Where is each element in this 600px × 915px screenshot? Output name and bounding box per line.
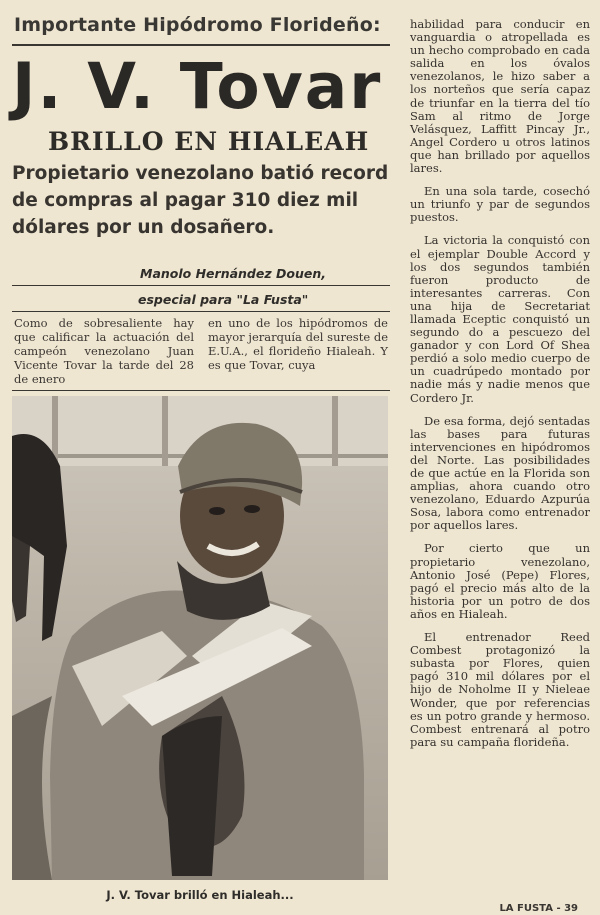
photo-top-rule: [12, 390, 390, 391]
paragraph: De esa forma, dejó sentadas las bases para futuras intervenciones en hipódromos del Norte. Las posibilidades de que actúe en la Florida son amplias, ahora cuando otro venezolano, Eduardo Azpurúa Sosa, labora como entrenador por aquellos lares.: [410, 413, 590, 533]
deck: Propietario venezolano batió record de compras al pagar 310 diez mil dólares por un dosañero.: [12, 163, 389, 238]
page-footer: LA FUSTA - 39: [499, 903, 578, 914]
kicker-rule: [12, 44, 390, 46]
paragraph: Por cierto que un propietario venezolano, Antonio José (Pepe) Flores, pagó el precio más alto de la historia por un potro de dos años en Hialeah.: [410, 541, 590, 621]
byline-rule-bottom: [12, 311, 390, 312]
lead-text-left: Como de sobresaliente hay que calificar la actuación del campeón venezolano Juan Vicente Tovar la tarde del 28 de enero: [14, 316, 194, 386]
photo-caption: J. V. Tovar brilló en Hialeah...: [106, 888, 294, 902]
jockey-photo: [12, 396, 388, 880]
paragraph: El entrenador Reed Combest protagonizó la subasta por Flores, quien pagó 310 mil dólares por el hijo de Noholme II y Nieleae Wonder, que por referencias es un potro grande y hermoso. Combest entrenará al potro para su campaña florideña.: [410, 630, 590, 749]
paragraph: La victoria la conquistó con el ejemplar Double Accord y los dos segundos también fueron producto de interesantes carreras. Con una hija de Secretariat llamada Eceptic conquistó un segundo do a pescuezo del ganador y con Lord Of Shea perdió a solo medio cuerpo de un cuadrúpedo montado por nadie más y nadie menos que Cordero Jr.: [410, 233, 590, 405]
byline-role: especial para "La Fusta": [138, 292, 309, 307]
kicker: Importante Hipódromo Florideño:: [14, 14, 381, 36]
subheadline: BRILLO EN HIALEAH: [48, 127, 370, 156]
headline: J. V. Tovar: [12, 50, 383, 123]
lead-text-right: en uno de los hipódromos de mayor jerarquía del sureste de E.U.A., el florideño Hialeah. Y es que Tovar, cuya: [208, 316, 388, 372]
byline-author: Manolo Hernández Douen,: [140, 266, 326, 281]
paragraph: En una sola tarde, cosechó un triunfo y par de segundos puestos.: [410, 184, 590, 225]
jockey-photo-illustration: [12, 396, 388, 880]
paragraph: habilidad para conducir en vanguardia o atropellada es un hecho comprobado en cada salida en los óvalos venezolanos, le hizo saber a los norteños que sería capaz de triunfar en la tierra del tío Sam al ritmo de Jorge Velásquez, Laffitt Pincay Jr., Angel Cordero u otros latinos que han brillado por aquellos lares.: [410, 17, 590, 176]
body-column-right: [410, 18, 590, 759]
byline-rule: [12, 285, 390, 286]
